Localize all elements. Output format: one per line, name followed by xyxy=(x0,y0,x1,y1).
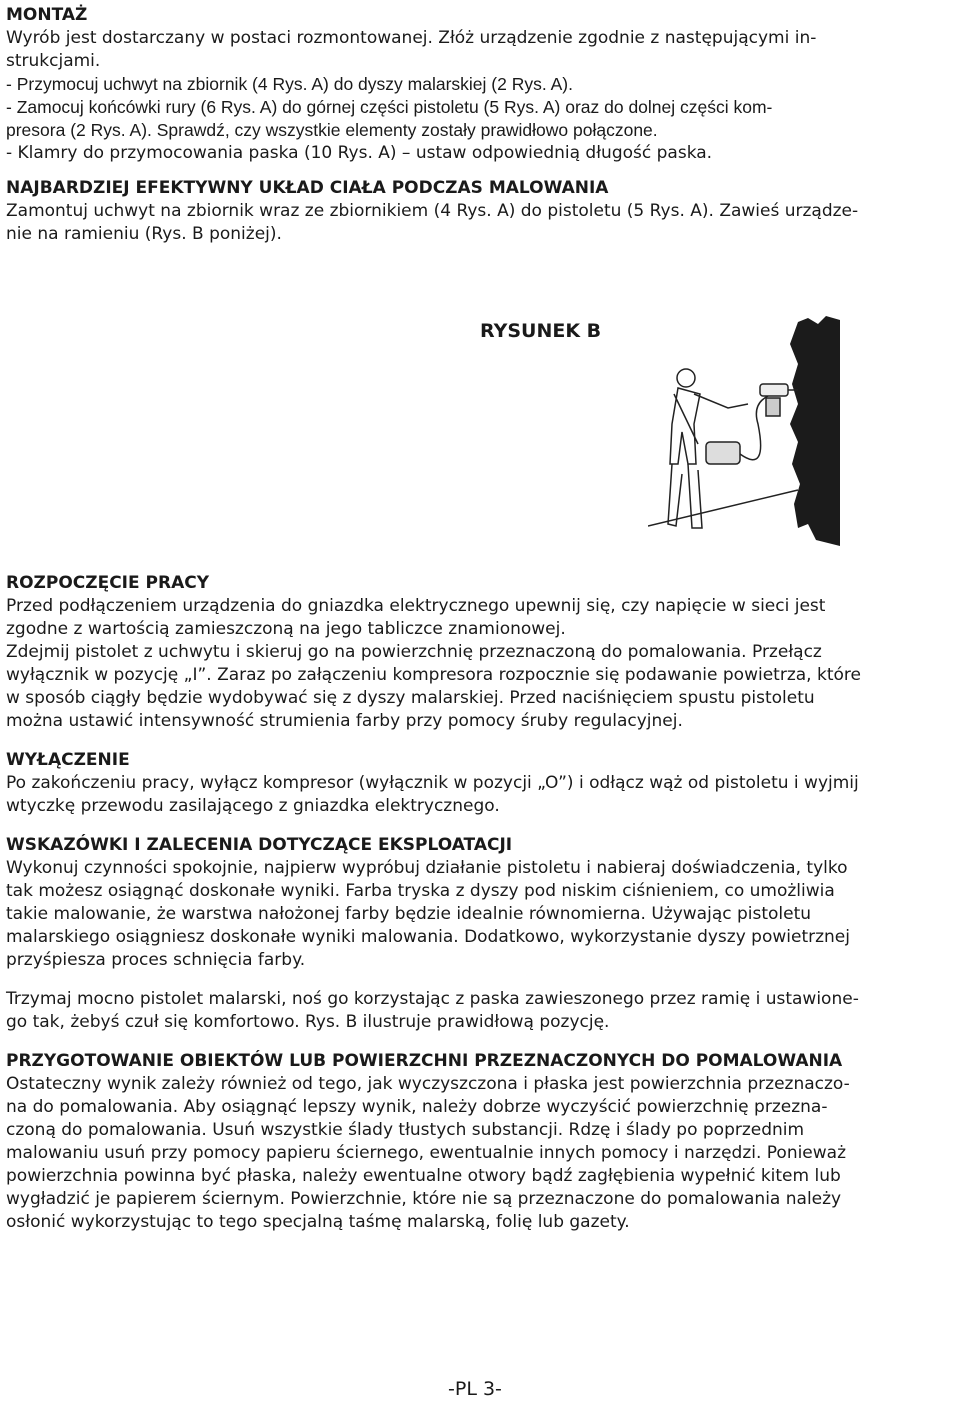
przygotowanie-paragraph xyxy=(6,1073,956,1234)
text-line: Zamontuj uchwyt na zbiornik wraz ze zbiornikiem (4 Rys. A) do pistoletu (5 Rys. A). Zawieś urządze- xyxy=(6,201,859,221)
spray-gun xyxy=(760,384,798,416)
section-heading-wylaczenie: WYŁĄCZENIE xyxy=(6,750,130,770)
text-line: można ustawić intensywność strumienia farby przy pomocy śruby regulacyjnej. xyxy=(6,711,683,731)
text-line: na do pomalowania. Aby osiągnąć lepszy wynik, należy dobrze wyczyścić powierzchnię przezna- xyxy=(6,1097,828,1117)
figure-title: RYSUNEK B xyxy=(480,320,602,342)
text-line: wyłącznik w pozycję „I”. Zaraz po załączeniu kompresora rozpocznie się podawanie powietrza, które xyxy=(6,665,861,685)
uklad-paragraph xyxy=(6,200,956,246)
text-line: Zdejmij pistolet z uchwytu i skieruj go na powierzchnię przeznaczoną do pomalowania. Przełącz xyxy=(6,642,822,662)
wskazowki-paragraph xyxy=(6,857,956,972)
text-line: w sposób ciągły będzie wydobywać się z dyszy malarskiej. Przed naciśnięciem spustu pistoletu xyxy=(6,688,815,708)
text-line: - Przymocuj uchwyt na zbiornik (4 Rys. A) do dyszy malarskiej (2 Rys. A). xyxy=(6,74,573,94)
painted-wall xyxy=(790,316,840,546)
text-line: presora (2 Rys. A). Sprawdź, czy wszystkie elementy zostały prawidłowo połączone. xyxy=(6,120,658,140)
text-line: takie malowanie, że warstwa nałożonej farby będzie idealnie równomierna. Używając pistoletu xyxy=(6,904,812,924)
text-line: tak możesz osiągnąć doskonałe wyniki. Farba tryska z dyszy pod niskim ciśnieniem, co umożliwia xyxy=(6,881,835,901)
text-line: nie na ramieniu (Rys. B poniżej). xyxy=(6,224,282,244)
section-heading-uklad: NAJBARDZIEJ EFEKTYWNY UKŁAD CIAŁA PODCZAS MALOWANIA xyxy=(6,178,609,198)
text-line: osłonić wykorzystując to tego specjalną taśmę malarską, folię lub gazety. xyxy=(6,1212,630,1232)
text-line: wygładzić je papierem ściernym. Powierzchnie, które nie są przeznaczone do pomalowania należy xyxy=(6,1189,842,1209)
rozpoczecie-paragraph xyxy=(6,595,956,733)
text-line: - Klamry do przymocowania paska (10 Rys. A) – ustaw odpowiednią długość paska. xyxy=(6,143,713,163)
text-line: powierzchnia powinna być płaska, należy ewentualne otwory bądź zagłębienia wypełnić kitem lub xyxy=(6,1166,841,1186)
text-line: malowaniu usuń przy pomocy papieru ściernego, ewentualnie innych pomocy i narzędzi. Ponieważ xyxy=(6,1143,847,1163)
text-line: Trzymaj mocno pistolet malarski, noś go korzystając z paska zawieszonego przez ramię i ustawione- xyxy=(6,989,859,1009)
text-line: czoną do pomalowania. Usuń wszystkie ślady tłustych substancji. Rdzę i ślady po poprzednim xyxy=(6,1120,805,1140)
montaz-paragraph xyxy=(6,27,956,73)
text-line: strukcjami. xyxy=(6,51,101,71)
text-line: Wyrób jest dostarczany w postaci rozmontowanej. Złóż urządzenie zgodnie z następującymi in- xyxy=(6,28,817,48)
text-line: go tak, żebyś czuł się komfortowo. Rys. B ilustruje prawidłową pozycję. xyxy=(6,1012,610,1032)
lower-content xyxy=(6,572,956,1234)
page-content xyxy=(6,4,956,246)
section-heading-przygotowanie: PRZYGOTOWANIE OBIEKTÓW LUB POWIERZCHNI PRZEZNACZONYCH DO POMALOWANIA xyxy=(6,1051,843,1071)
text-line: Wykonuj czynności spokojnie, najpierw wypróbuj działanie pistoletu i nabieraj doświadczenia, tylko xyxy=(6,858,848,878)
section-heading-montaz: MONTAŻ xyxy=(6,5,88,25)
text-line: Po zakończeniu pracy, wyłącz kompresor (wyłącznik w pozycji „O”) i odłącz wąż od pistoletu i wyjmij xyxy=(6,773,859,793)
montaz-steps xyxy=(6,73,956,165)
section-heading-wskazowki: WSKAZÓWKI I ZALECENIA DOTYCZĄCE EKSPLOATACJI xyxy=(6,835,513,855)
text-line: przyśpiesza proces schnięcia farby. xyxy=(6,950,306,970)
figure-b-illustration xyxy=(648,314,840,546)
text-line: - Zamocuj końcówki rury (6 Rys. A) do górnej części pistoletu (5 Rys. A) oraz do dolnej części kom- xyxy=(6,97,773,117)
text-line: wtyczkę przewodu zasilającego z gniazdka elektrycznego. xyxy=(6,796,500,816)
section-heading-rozpoczecie: ROZPOCZĘCIE PRACY xyxy=(6,573,210,593)
text-line: zgodne z wartością zamieszczoną na jego tabliczce znamionowej. xyxy=(6,619,566,639)
wylaczenie-paragraph xyxy=(6,772,956,818)
wskazowki-paragraph-2 xyxy=(6,988,956,1034)
text-line: malarskiego osiągniesz doskonałe wyniki malowania. Dodatkowo, wykorzystanie dyszy powietrznej xyxy=(6,927,850,947)
page-number: -PL 3- xyxy=(448,1378,502,1400)
text-line: Ostateczny wynik zależy również od tego, jak wyczyszczona i płaska jest powierzchnia przeznaczo- xyxy=(6,1074,850,1094)
text-line: Przed podłączeniem urządzenia do gniazdka elektrycznego upewnij się, czy napięcie w sieci jest xyxy=(6,596,826,616)
